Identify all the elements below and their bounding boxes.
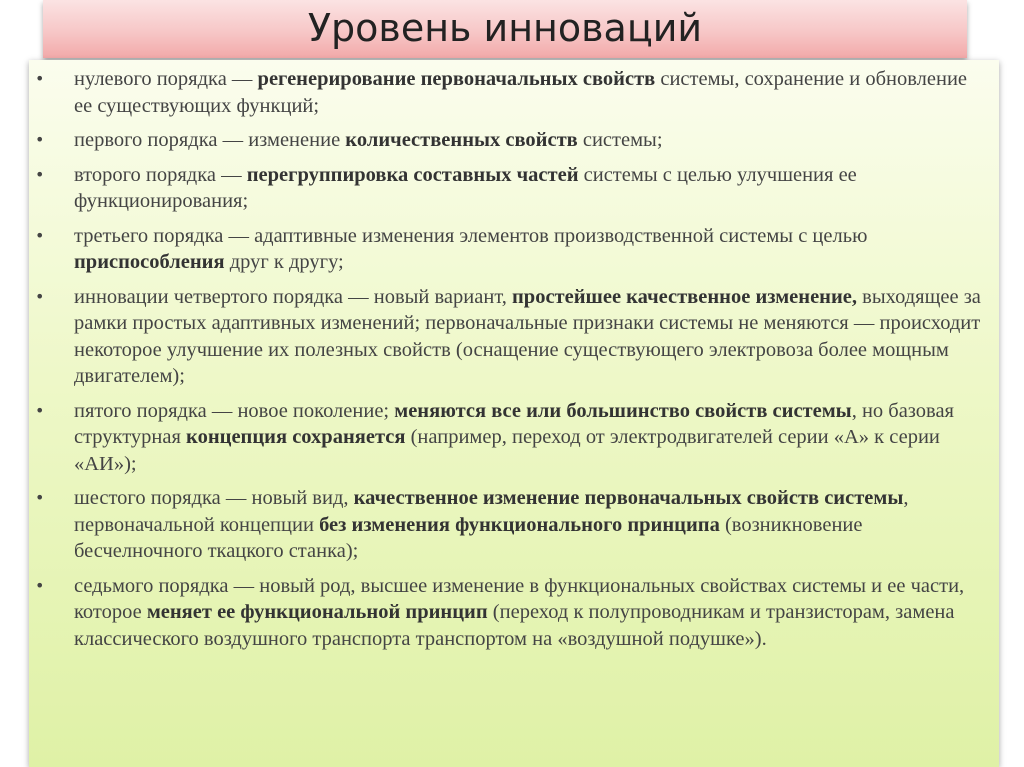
item-text: друг к другу; xyxy=(224,251,344,273)
emphasized-text: меняет ее функциональной принцип xyxy=(146,601,488,623)
item-text: системы; xyxy=(577,129,663,151)
slide-title: Уровень инноваций xyxy=(307,6,703,50)
list-item xyxy=(29,127,989,154)
item-text: выходящее за рамки простых адаптивных изменений; первоначальные признаки системы не меняются — происходит некоторое улучшение их полезных свойств (оснащение существующего электровоза более мощным двигателем); xyxy=(74,285,981,387)
item-text: третьего порядка — адаптивные изменения элементов производственной системы с целью xyxy=(74,224,868,247)
emphasized-text: регенерирование первоначальных свойств xyxy=(257,68,656,90)
item-text: второго порядка — xyxy=(74,163,247,186)
bullet-icon: • xyxy=(35,130,45,149)
bullet-icon: • xyxy=(35,69,45,88)
emphasized-text: приспособления xyxy=(74,251,225,273)
item-text: первого порядка — изменение xyxy=(74,129,346,151)
emphasized-text: меняются все или большинство свойств системы xyxy=(394,399,852,422)
emphasized-text: без изменения функционального принципа xyxy=(319,513,720,536)
item-text: инновации четвертого порядка — новый вариант, xyxy=(74,285,512,308)
item-text: (возникновение бесчелночного ткацкого станка); xyxy=(74,513,863,562)
list-item xyxy=(29,162,989,215)
list-item xyxy=(29,66,989,119)
item-text: (переход к полупроводникам и транзисторам, замена классического воздушного транспорта транспортом на «воздушной подушке»). xyxy=(74,601,955,650)
list-item xyxy=(29,485,989,565)
bullet-icon: • xyxy=(35,164,45,184)
bullet-icon: • xyxy=(35,286,45,306)
innovation-levels-list xyxy=(29,66,989,660)
bullet-icon: • xyxy=(35,488,45,507)
emphasized-text: качественное изменение первоначальных свойств системы xyxy=(353,487,904,509)
emphasized-text: количественных свойств xyxy=(345,129,578,151)
bullet-icon: • xyxy=(35,225,45,245)
list-item xyxy=(29,573,989,653)
item-text: , первоначальной концепции xyxy=(74,487,909,536)
bullet-icon: • xyxy=(35,575,45,595)
item-text: седьмого порядка — новый род, высшее изменение в функциональных свойствах системы и ее части, которое xyxy=(74,574,965,623)
item-text: пятого порядка — новое поколение; xyxy=(74,399,395,422)
item-text: системы, сохранение и обновление ее существующих функций; xyxy=(74,68,968,117)
emphasized-text: концепция сохраняется xyxy=(186,426,406,448)
item-text: , но базовая структурная xyxy=(74,399,954,448)
emphasized-text: простейшее качественное изменение, xyxy=(512,285,858,308)
list-item xyxy=(29,284,989,390)
list-item xyxy=(29,223,989,276)
item-text: шестого порядка — новый вид, xyxy=(74,487,354,509)
bullet-icon: • xyxy=(35,400,45,420)
list-item xyxy=(29,398,989,478)
emphasized-text: перегруппировка составных частей xyxy=(246,163,579,186)
item-text: системы с целью улучшения ее функционирования; xyxy=(74,163,857,212)
item-text: нулевого порядка — xyxy=(74,68,258,90)
item-text: (например, переход от электродвигателей серии «А» к серии «АИ»); xyxy=(74,426,940,475)
